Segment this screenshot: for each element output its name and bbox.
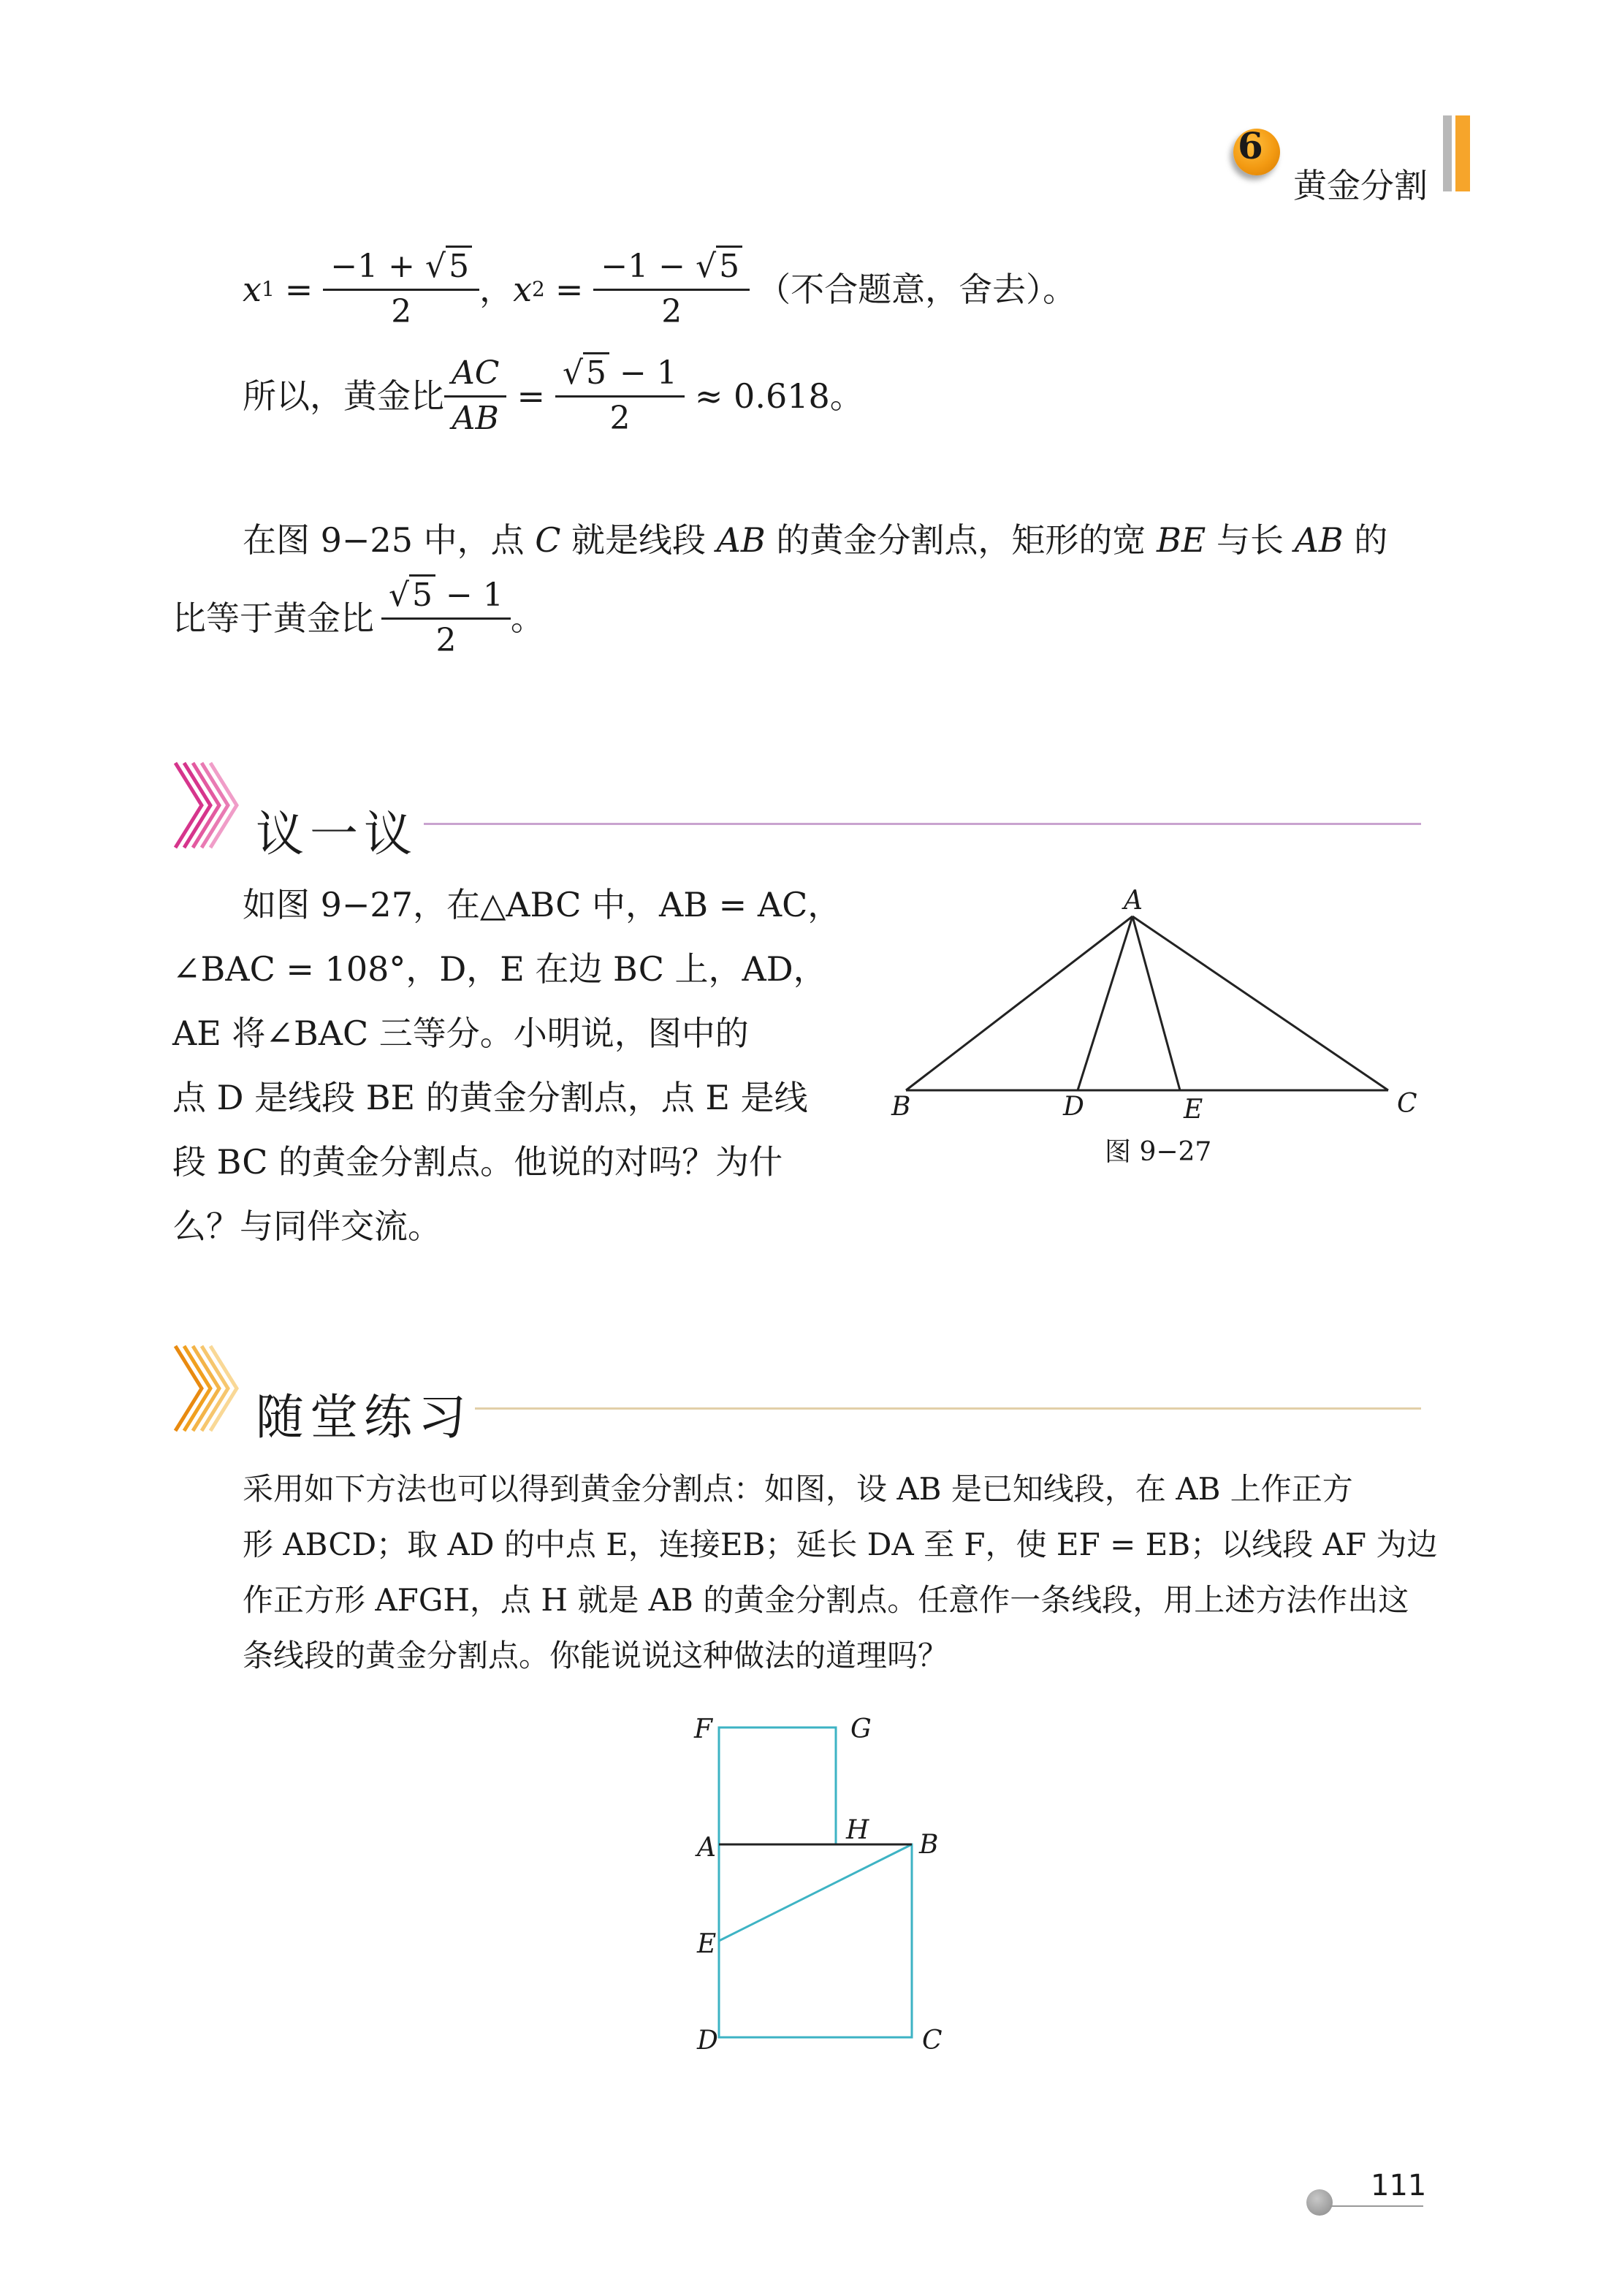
practice-line: 采用如下方法也可以得到黄金分割点：如图，设 AB 是已知线段，在 AB 上作正方: [243, 1471, 1353, 1507]
val-num-rest: − 1: [609, 354, 677, 392]
p1-e: 的: [1343, 520, 1388, 560]
x2-sub: 2: [532, 277, 545, 302]
x1-den: 2: [391, 292, 412, 330]
practice-text: [243, 1461, 1438, 1684]
square-ABCD: [719, 1844, 912, 2037]
page-number: 111: [1371, 2169, 1427, 2202]
val-den: 2: [609, 399, 631, 437]
x1-label: x: [243, 270, 262, 310]
p1-frac-den: 2: [435, 621, 457, 659]
header-bar-1: [1443, 115, 1452, 191]
page-rule: [1330, 2205, 1423, 2207]
practice-chevron-icon: [172, 1343, 245, 1434]
discuss-rule: [424, 823, 1421, 825]
discuss-line: 如图 9−27，在△ABC 中，AB = AC，: [243, 885, 842, 924]
square-AFGH: [719, 1727, 836, 1844]
label-E2: E: [697, 1929, 717, 1959]
solution-note: （不合题意，舍去）。: [757, 270, 1077, 310]
p1-AB2: AB: [1294, 520, 1344, 560]
discuss-title: 议一议: [256, 806, 418, 862]
label-H: H: [846, 1815, 869, 1845]
triangle-figure: [877, 877, 1447, 1169]
segment-AD: [1078, 916, 1132, 1090]
golden-ratio-line: [243, 355, 864, 437]
x1-num: −1 +: [330, 248, 426, 285]
side-AC: [1132, 916, 1388, 1090]
construction-figure: [716, 1725, 921, 2061]
discuss-text: [172, 873, 852, 1258]
p1-c: 的黄金分割点，矩形的宽: [765, 520, 1157, 560]
figure-caption: 图 9−27: [1105, 1137, 1212, 1167]
p1-a: 在图 9−25 中，点: [243, 520, 536, 560]
segment-AE: [1132, 916, 1180, 1090]
x2-label: x: [513, 270, 533, 310]
approx-value: ≈ 0.618。: [694, 376, 864, 417]
practice-rule: [475, 1407, 1421, 1410]
side-AB: [906, 916, 1132, 1090]
ratio-fraction: [444, 355, 506, 437]
p1-b: 就是线段: [560, 520, 717, 560]
val-rad: 5: [583, 352, 609, 392]
paragraph1-line2: [172, 577, 544, 659]
chapter-number: 6: [1238, 124, 1263, 167]
ratio-num: AC: [452, 354, 500, 392]
golden-prefix: 所以，黄金比: [243, 376, 444, 417]
practice-title: 随堂练习: [256, 1389, 472, 1445]
x1-fraction: $\frac{-1 + √5}{2}$: [323, 248, 479, 330]
ratio-den: AB: [452, 399, 499, 437]
label-G: G: [850, 1714, 872, 1744]
sep: ，: [479, 270, 514, 310]
page-dot-icon: [1306, 2189, 1333, 2216]
practice-line: 形 ABCD；取 AD 的中点 E，连接EB；延长 DA 至 F，使 EF = EB；以线段 AF 为边: [243, 1527, 1438, 1562]
practice-line: 条线段的黄金分割点。你能说说这种做法的道理吗？: [243, 1638, 949, 1673]
p1-frac-rad: 5: [409, 574, 435, 614]
p1-frac-rest: − 1: [435, 577, 503, 614]
label-B: B: [891, 1092, 911, 1122]
x1-rad: 5: [446, 246, 472, 285]
p1-AB1: AB: [716, 520, 766, 560]
p1-fraction: $\frac{√5 - 1}{2}$: [381, 577, 511, 659]
label-C2: C: [922, 2026, 943, 2056]
label-F: F: [694, 1714, 712, 1744]
chapter-title: 黄金分割: [1293, 166, 1428, 205]
p1-d: 与长: [1206, 520, 1295, 560]
label-E: E: [1184, 1095, 1203, 1125]
discuss-line: 么？与同伴交流。: [172, 1206, 441, 1246]
discuss-line: AE 将∠BAC 三等分。小明说，图中的: [172, 1014, 749, 1053]
discuss-line: ∠BAC = 108°，D，E 在边 BC 上，AD，: [172, 949, 827, 989]
segment-EB: [719, 1844, 912, 1941]
value-fraction: $\frac{√5 - 1}{2}$: [555, 355, 685, 437]
label-A: A: [1124, 886, 1143, 916]
label-D: D: [1063, 1092, 1084, 1122]
x1-sub: 1: [261, 277, 275, 302]
header-bar-2: [1455, 115, 1470, 191]
p1-line2-end: 。: [510, 598, 544, 639]
p1-C: C: [535, 520, 561, 560]
discuss-chevron-icon: [172, 760, 245, 851]
label-B2: B: [919, 1830, 939, 1860]
label-C: C: [1397, 1089, 1417, 1119]
paragraph1-line1: [243, 520, 1388, 560]
x2-num: −1 −: [601, 248, 696, 285]
x2-rad: 5: [716, 246, 742, 285]
discuss-line: 段 BC 的黄金分割点。他说的对吗？为什: [172, 1142, 783, 1182]
x2-den: 2: [661, 292, 682, 330]
discuss-line: 点 D 是线段 BE 的黄金分割点，点 E 是线: [172, 1078, 808, 1117]
label-A2: A: [697, 1833, 716, 1863]
x2-fraction: $\frac{-1 - √5}{2}$: [593, 248, 750, 330]
practice-line: 作正方形 AFGH，点 H 就是 AB 的黄金分割点。任意作一条线段，用上述方法作出这: [243, 1582, 1409, 1618]
p1-BE: BE: [1156, 520, 1206, 560]
eq-sign: =: [517, 376, 545, 417]
p1-line2-a: 比等于黄金比: [172, 598, 374, 639]
solution-line: x 1 = $\frac{-1 + √5}{2}$ ， x 2 = $\frac{-1 - √5}{2}$ （不合题意，舍去）。: [243, 248, 1076, 330]
label-D2: D: [697, 2026, 718, 2056]
